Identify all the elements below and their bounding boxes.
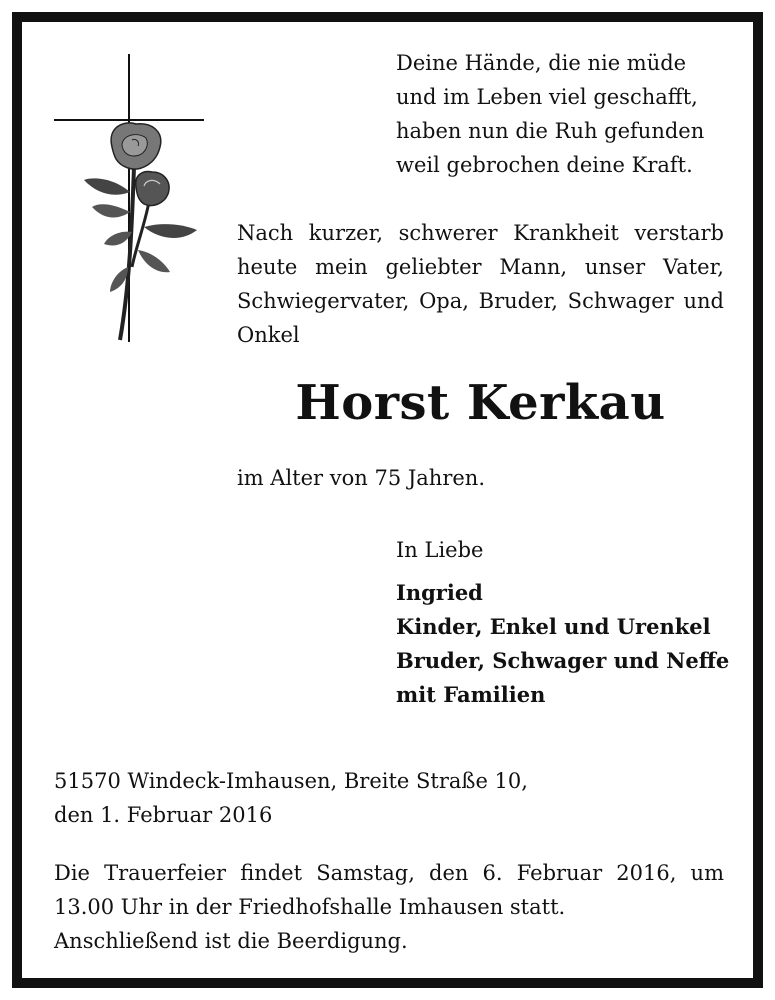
- mourner-line: Ingried: [396, 580, 483, 605]
- closing-phrase: In Liebe: [396, 538, 484, 562]
- service-line: 13.00 Uhr in der Friedhofshalle Imhausen statt.: [54, 895, 566, 919]
- mourner-line: Bruder, Schwager und Neffe: [396, 648, 730, 673]
- service-info: [54, 856, 724, 958]
- age-line: im Alter von 75 Jahren.: [237, 466, 486, 490]
- poem-line: haben nun die Ruh gefunden: [396, 119, 705, 143]
- date-line: den 1. Februar 2016: [54, 803, 273, 827]
- intro-paragraph: [237, 216, 724, 352]
- intro-line: Nach kurzer, schwerer Krankheit verstarb: [237, 221, 724, 245]
- mourner-line: mit Familien: [396, 682, 546, 707]
- poem-line: Deine Hände, die nie müde: [396, 51, 687, 75]
- deceased-name: Horst Kerkau: [295, 375, 666, 431]
- service-line: Anschließend ist die Beerdigung.: [54, 929, 408, 953]
- mourner-line: Kinder, Enkel und Urenkel: [396, 614, 711, 639]
- poem-verse: [396, 46, 736, 182]
- cross-with-rose-icon: [52, 52, 207, 344]
- poem-line: und im Leben viel geschafft,: [396, 85, 698, 109]
- intro-line: heute mein geliebter Mann, unser Vater,: [237, 255, 724, 279]
- mourners-list: [396, 576, 729, 712]
- intro-line: Onkel: [237, 323, 300, 347]
- address-block: [54, 764, 528, 832]
- intro-line: Schwiegervater, Opa, Bruder, Schwager und: [237, 289, 724, 313]
- address-line: 51570 Windeck-Imhausen, Breite Straße 10,: [54, 769, 528, 793]
- service-line: Die Trauerfeier findet Samstag, den 6. Februar 2016, um: [54, 861, 724, 885]
- poem-line: weil gebrochen deine Kraft.: [396, 153, 693, 177]
